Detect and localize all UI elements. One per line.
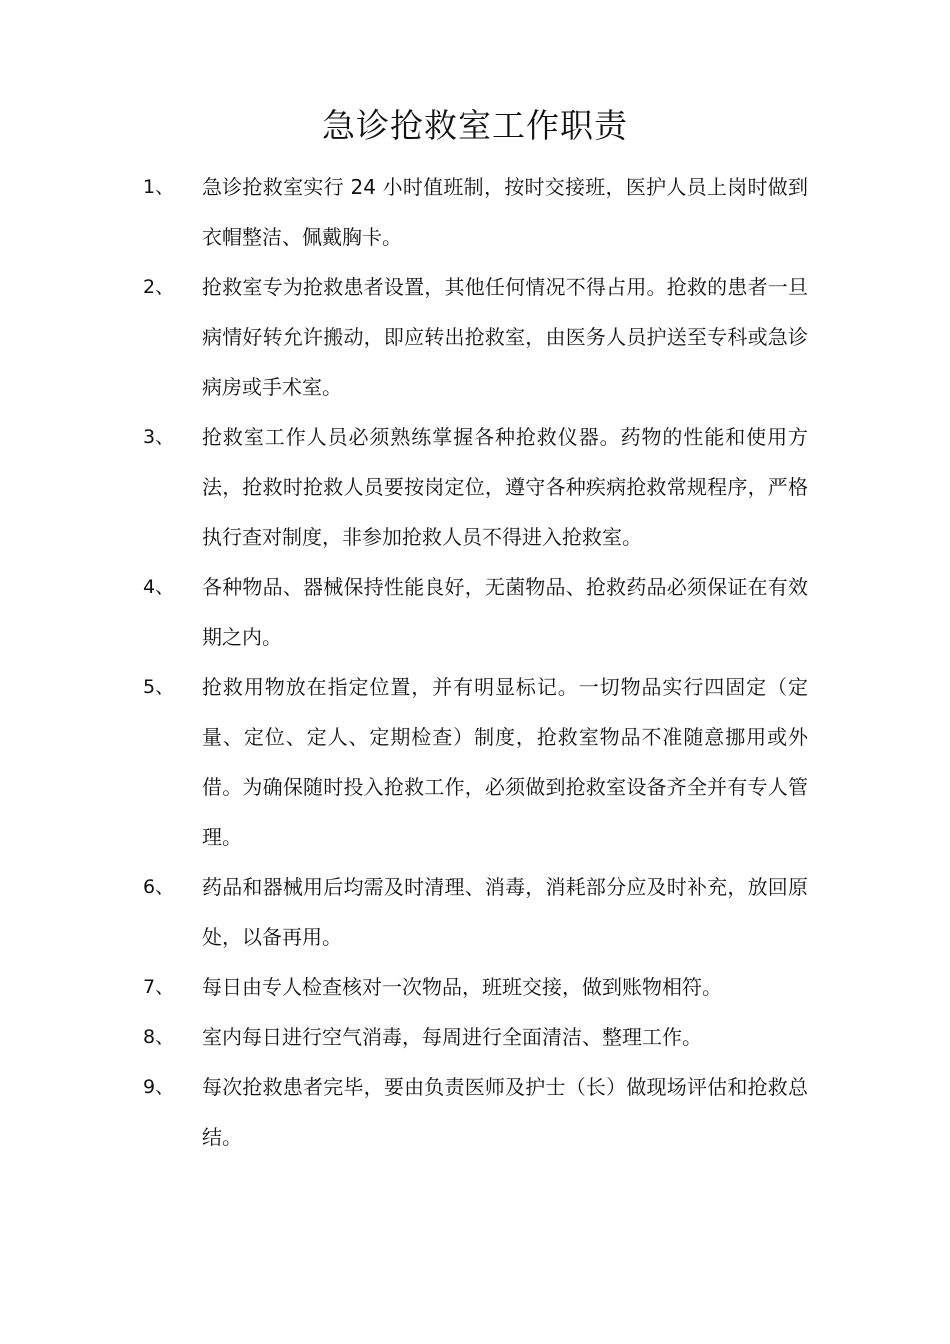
list-item [0, 1012, 950, 1062]
list-item [0, 262, 950, 412]
list-item [0, 412, 950, 562]
list-item [0, 862, 950, 962]
item-number: 8、 [143, 1026, 175, 1048]
item-text: 每日由专人检查核对一次物品，班班交接，做到账物相符。 [202, 975, 722, 999]
list-item [0, 662, 950, 862]
list-item [0, 962, 950, 1012]
item-text: 室内每日进行空气消毒，每周进行全面清洁、整理工作。 [202, 1025, 702, 1049]
item-text: 急诊抢救室实行 24 小时值班制，按时交接班，医护人员上岗时做到衣帽整洁、佩戴胸卡。 [202, 175, 808, 249]
item-text: 各种物品、器械保持性能良好，无菌物品、抢救药品必须保证在有效期之内。 [202, 575, 808, 649]
item-number: 3、 [143, 426, 175, 448]
item-number: 9、 [143, 1076, 175, 1098]
item-number: 6、 [143, 876, 175, 898]
item-text: 每次抢救患者完毕，要由负责医师及护士（长）做现场评估和抢救总结。 [202, 1075, 808, 1149]
duty-list [0, 162, 950, 1162]
item-number: 5、 [143, 676, 175, 698]
item-text: 抢救室专为抢救患者设置，其他任何情况不得占用。抢救的患者一旦病情好转允许搬动，即应转出抢救室，由医务人员护送至专科或急诊病房或手术室。 [202, 275, 808, 399]
item-number: 1、 [143, 176, 175, 198]
item-number: 4、 [143, 576, 175, 598]
item-number: 7、 [143, 976, 175, 998]
item-number: 2、 [143, 276, 175, 298]
document-title: 急诊抢救室工作职责 [322, 106, 628, 145]
list-item [0, 1062, 950, 1162]
item-text: 抢救室工作人员必须熟练掌握各种抢救仪器。药物的性能和使用方法，抢救时抢救人员要按岗定位，遵守各种疾病抢救常规程序，严格执行查对制度，非参加抢救人员不得进入抢救室。 [202, 425, 808, 549]
item-text: 药品和器械用后均需及时清理、消毒，消耗部分应及时补充，放回原处，以备再用。 [202, 875, 808, 949]
list-item [0, 562, 950, 662]
list-item [0, 162, 950, 262]
item-text: 抢救用物放在指定位置，并有明显标记。一切物品实行四固定（定量、定位、定人、定期检查）制度，抢救室物品不准随意挪用或外借。为确保随时投入抢救工作，必须做到抢救室设备齐全并有专人管理。 [202, 675, 808, 849]
